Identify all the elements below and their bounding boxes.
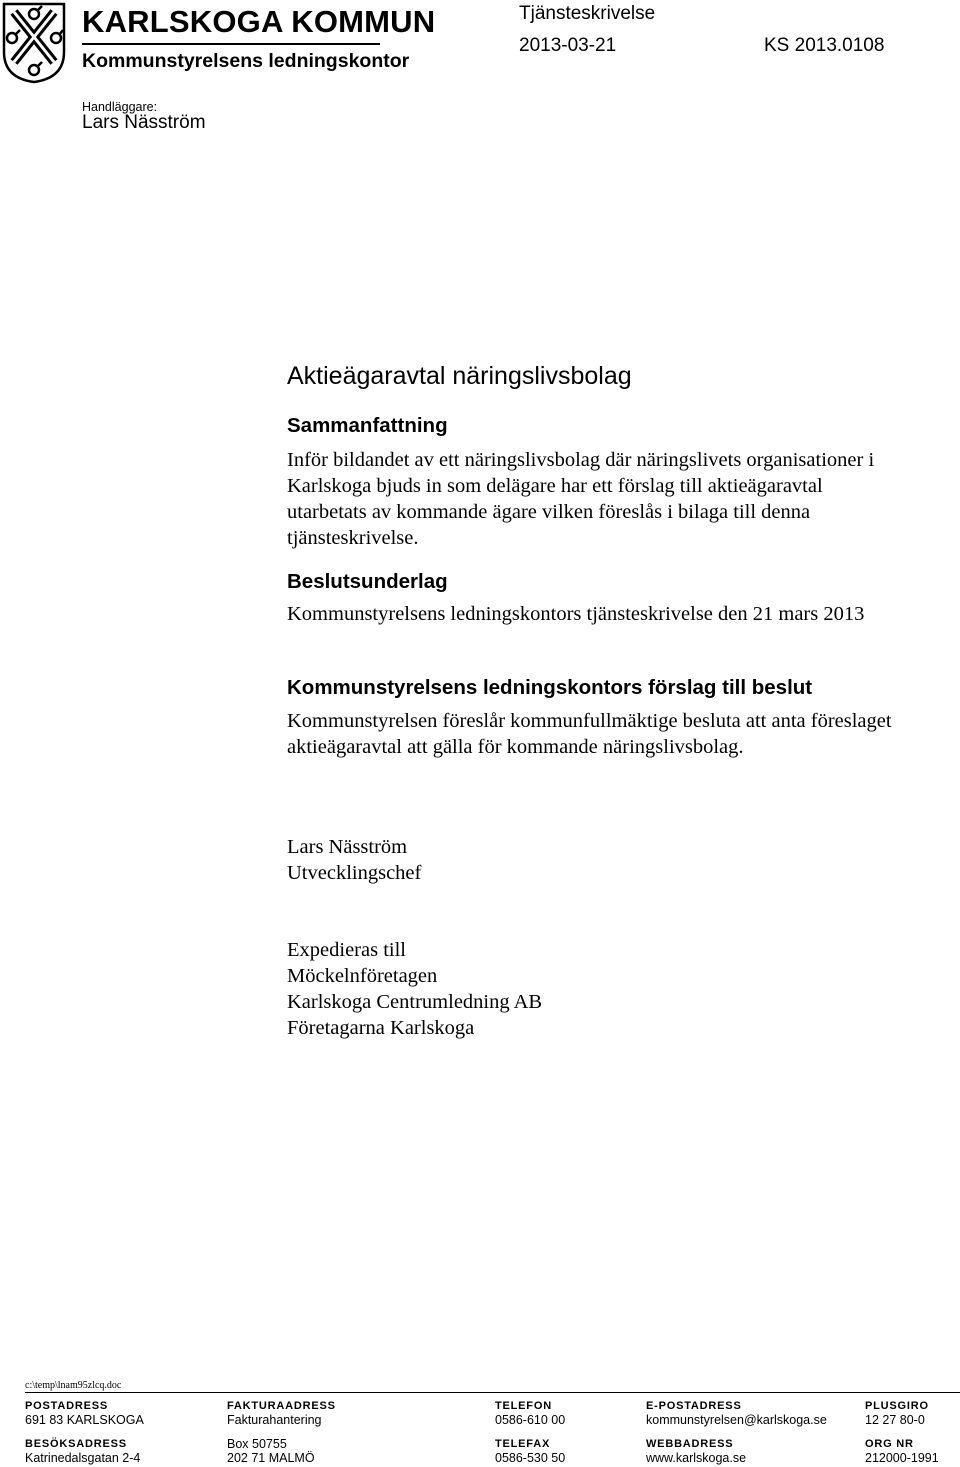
telefax-label: TELEFAX <box>495 1438 551 1450</box>
document-reference: KS 2013.0108 <box>764 35 885 56</box>
summary-line: tjänsteskrivelse. <box>287 527 419 549</box>
footer-divider <box>25 1392 960 1393</box>
logo <box>0 0 436 86</box>
orgnr-value: 212000-1991 <box>865 1451 939 1465</box>
distribution-list <box>287 937 542 1041</box>
handler-label: Handläggare: <box>82 100 158 114</box>
proposal-heading: Kommunstyrelsens ledningskontors förslag till beslut <box>287 676 813 699</box>
proposal-paragraph <box>287 708 957 760</box>
box-value: Box 50755 <box>227 1437 287 1451</box>
telefon-label: TELEFON <box>495 1400 552 1412</box>
summary-paragraph <box>287 447 947 551</box>
distribution-item: Karlskoga Centrumledning AB <box>287 991 543 1013</box>
webbadress-label: WEBBADRESS <box>646 1438 734 1450</box>
plusgiro-value: 12 27 80-0 <box>865 1413 925 1427</box>
besoksadress-label: BESÖKSADRESS <box>25 1438 127 1450</box>
file-path: c:\temp\lnam95zlcq.doc <box>25 1380 122 1391</box>
basis-text: Kommunstyrelsens ledningskontors tjänsteskrivelse den 21 mars 2013 <box>287 603 865 625</box>
summary-heading: Sammanfattning <box>287 414 448 437</box>
orgnr-label: ORG NR <box>865 1438 914 1450</box>
fakturaadress-value: Fakturahantering <box>227 1413 322 1427</box>
coat-of-arms-icon <box>2 2 66 84</box>
basis-heading: Beslutsunderlag <box>287 570 448 593</box>
webbadress-value: www.karlskoga.se <box>646 1451 747 1465</box>
fakturaadress-label: FAKTURAADRESS <box>227 1400 336 1412</box>
document-type: Tjänsteskrivelse <box>519 3 656 24</box>
city-value: 202 71 MALMÖ <box>227 1451 315 1465</box>
summary-line: Karlskoga bjuds in som delägare har ett förslag till aktieägaravtal <box>287 475 823 497</box>
telefax-value: 0586-530 50 <box>495 1451 566 1465</box>
besoksadress-value: Katrinedalsgatan 2-4 <box>25 1451 141 1465</box>
handler-name: Lars Näsström <box>82 112 206 133</box>
logo-title: KARLSKOGA KOMMUN <box>82 4 436 39</box>
postadress-label: POSTADRESS <box>25 1400 108 1412</box>
signature <box>287 834 421 886</box>
telefon-value: 0586-610 00 <box>495 1413 566 1427</box>
summary-line: Inför bildandet av ett näringslivsbolag där näringslivets organisationer i <box>287 449 875 471</box>
summary-line: utarbetats av kommande ägare vilken föreslås i bilaga till denna <box>287 501 811 523</box>
logo-divider <box>82 43 380 45</box>
distribution-item: Möckelnföretagen <box>287 965 438 987</box>
page-title: Aktieägaravtal näringslivsbolag <box>287 362 632 390</box>
epost-value: kommunstyrelsen@karlskoga.se <box>646 1413 827 1427</box>
document-date: 2013-03-21 <box>519 35 617 56</box>
signature-title: Utvecklingschef <box>287 862 422 884</box>
logo-subtitle: Kommunstyrelsens ledningskontor <box>82 50 410 72</box>
epost-label: E-POSTADRESS <box>646 1400 742 1412</box>
proposal-line: Kommunstyrelsen föreslår kommunfullmäktige besluta att anta föreslaget <box>287 710 892 732</box>
signature-name: Lars Näsström <box>287 836 408 858</box>
proposal-line: aktieägaravtal att gälla för kommande näringslivsbolag. <box>287 736 744 758</box>
distribution-heading: Expedieras till <box>287 939 406 961</box>
plusgiro-label: PLUSGIRO <box>865 1400 929 1412</box>
postadress-value: 691 83 KARLSKOGA <box>25 1413 144 1427</box>
distribution-item: Företagarna Karlskoga <box>287 1017 475 1039</box>
